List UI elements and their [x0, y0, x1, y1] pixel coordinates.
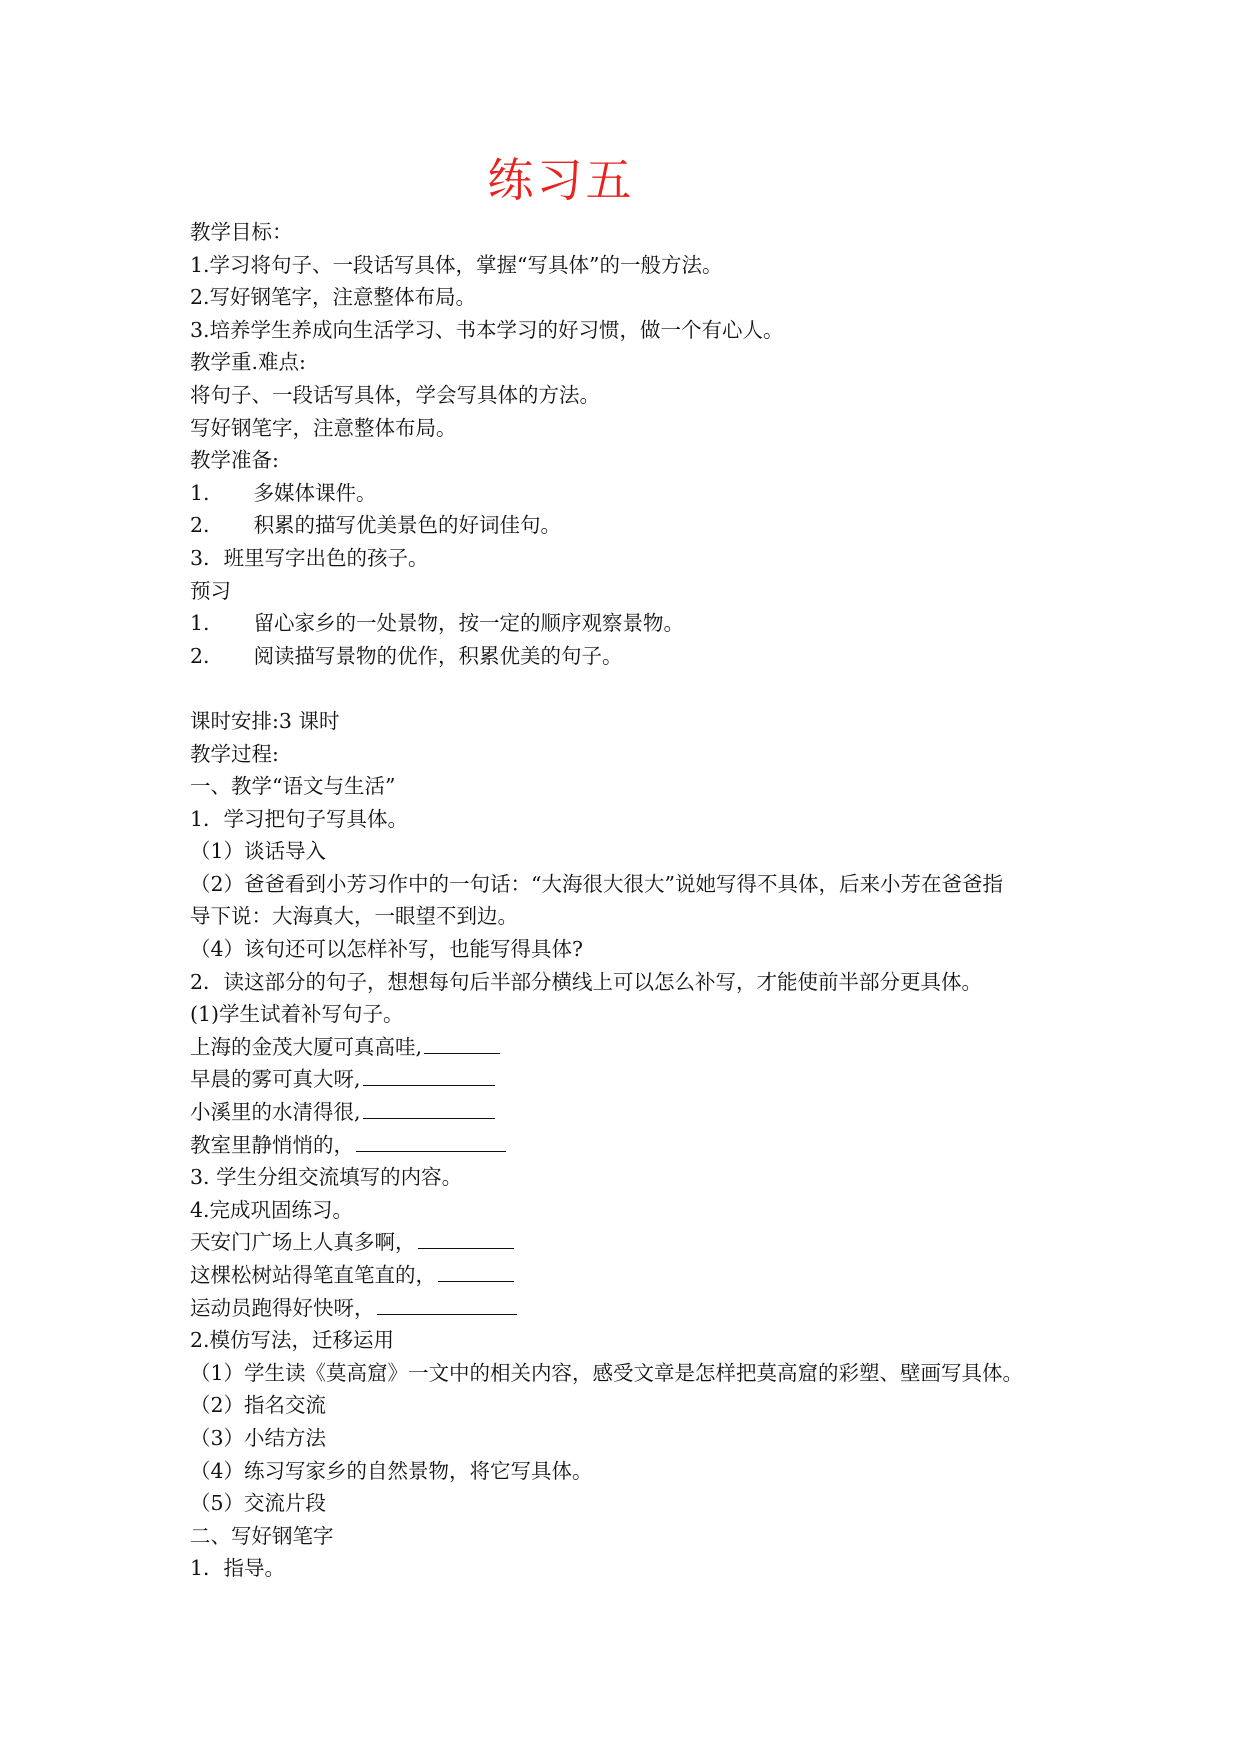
- section-heading: 二、写好钢笔字: [190, 1523, 334, 1548]
- step-heading: 2.模仿写法，迁移运用: [190, 1328, 395, 1353]
- section-heading: 一、教学“语文与生活”: [190, 774, 396, 799]
- answer-blank[interactable]: [377, 1294, 517, 1315]
- preparation-item: [190, 542, 1090, 575]
- practice-sentence-text: 天安门广场上人真多啊，: [190, 1230, 416, 1255]
- step-item-continued: 导下说：大海真大，一眼望不到边。: [190, 904, 518, 929]
- goal-item: 2.写好钢笔字，注意整体布局。: [190, 285, 477, 310]
- preview-text: 阅读描写景物的优作，积累优美的句子。: [253, 643, 623, 668]
- practice-sentence: [190, 1292, 1090, 1325]
- lesson-body: [190, 216, 1090, 1585]
- goals-heading: 教学目标：: [190, 220, 293, 244]
- step-item: （3）小结方法: [190, 1425, 327, 1450]
- fill-sentence-text: 早晨的雾可真大呀,: [190, 1067, 361, 1092]
- preview-num: 1.: [190, 611, 210, 636]
- step-heading: 4.完成巩固练习。: [190, 1197, 354, 1222]
- answer-blank[interactable]: [438, 1261, 514, 1282]
- answer-blank[interactable]: [363, 1065, 495, 1086]
- practice-sentence: [190, 1259, 1090, 1292]
- step-item: （5）交流片段: [190, 1491, 327, 1516]
- step-item: （4）练习写家乡的自然景物，将它写具体。: [190, 1458, 593, 1483]
- fill-sentence: [190, 1096, 1090, 1129]
- fill-sentence-text: 教室里静悄悄的，: [190, 1132, 354, 1157]
- preparation-text: 班里写字出色的孩子。: [223, 545, 429, 570]
- fill-sentence-text: 小溪里的水清得很,: [190, 1100, 361, 1125]
- preparation-text: 多媒体课件。: [253, 480, 377, 505]
- answer-blank[interactable]: [363, 1098, 495, 1119]
- step-heading: 3. 学生分组交流填写的内容。: [190, 1165, 463, 1190]
- preparation-num: 1.: [190, 480, 210, 505]
- answer-blank[interactable]: [424, 1033, 500, 1054]
- fill-sentence: [190, 1063, 1090, 1096]
- process-heading: 教学过程:: [190, 741, 279, 766]
- practice-sentence-text: 这棵松树站得笔直笔直的，: [190, 1263, 436, 1287]
- page-title: 练习五: [487, 153, 635, 207]
- answer-blank[interactable]: [418, 1228, 514, 1249]
- preview-item: [190, 640, 1090, 673]
- key-point-item: 写好钢笔字，注意整体布局。: [190, 415, 457, 440]
- schedule: 课时安排:3 课时: [190, 708, 340, 733]
- step-item: （1）谈话导入: [190, 839, 327, 864]
- step-item: （1）学生读《莫高窟》一文中的相关内容，感受文章是怎样把莫高窟的彩塑、壁画写具体。: [190, 1360, 1024, 1385]
- blank-line: [190, 672, 1090, 705]
- fill-sentence: [190, 1031, 1090, 1064]
- practice-sentence: [190, 1226, 1090, 1259]
- preview-text: 留心家乡的一处景物，按一定的顺序观察景物。: [253, 611, 685, 636]
- answer-blank[interactable]: [356, 1131, 506, 1152]
- preparation-heading: 教学准备:: [190, 448, 279, 473]
- practice-sentence-text: 运动员跑得好快呀，: [190, 1295, 375, 1320]
- goal-item: 3.培养学生养成向生活学习、书本学习的好习惯，做一个有心人。: [190, 317, 784, 342]
- step-heading: 2．读这部分的句子，想想每句后半部分横线上可以怎么补写，才能使前半部分更具体。: [190, 969, 983, 994]
- preparation-item: [190, 509, 1090, 542]
- preview-item: [190, 607, 1090, 640]
- step-item: （4）该句还可以怎样补写，也能写得具体?: [190, 937, 584, 962]
- fill-sentence: [190, 1129, 1090, 1162]
- step-heading: 1．学习把句子写具体。: [190, 806, 409, 831]
- preparation-text: 积累的描写优美景色的好词佳句。: [253, 513, 562, 538]
- preparation-num: 3.: [190, 545, 210, 570]
- key-points-heading: 教学重.难点:: [190, 350, 306, 375]
- step-heading: 1．指导。: [190, 1556, 286, 1581]
- preview-heading: 预习: [190, 578, 231, 603]
- preparation-item: [190, 477, 1090, 510]
- key-point-item: 将句子、一段话写具体，学会写具体的方法。: [190, 382, 600, 407]
- preview-num: 2.: [190, 643, 210, 668]
- fill-sentence-text: 上海的金茂大厦可真高哇,: [190, 1034, 423, 1059]
- preparation-num: 2.: [190, 513, 210, 538]
- step-item: （2）爸爸看到小芳习作中的一句话：“大海很大很大”说她写得不具体，后来小芳在爸爸指: [190, 871, 1004, 896]
- step-item: （2）指名交流: [190, 1393, 327, 1418]
- goal-item: 1.学习将句子、一段话写具体，掌握“写具体”的一般方法。: [190, 252, 723, 277]
- step-item: (1)学生试着补写句子。: [190, 1002, 404, 1027]
